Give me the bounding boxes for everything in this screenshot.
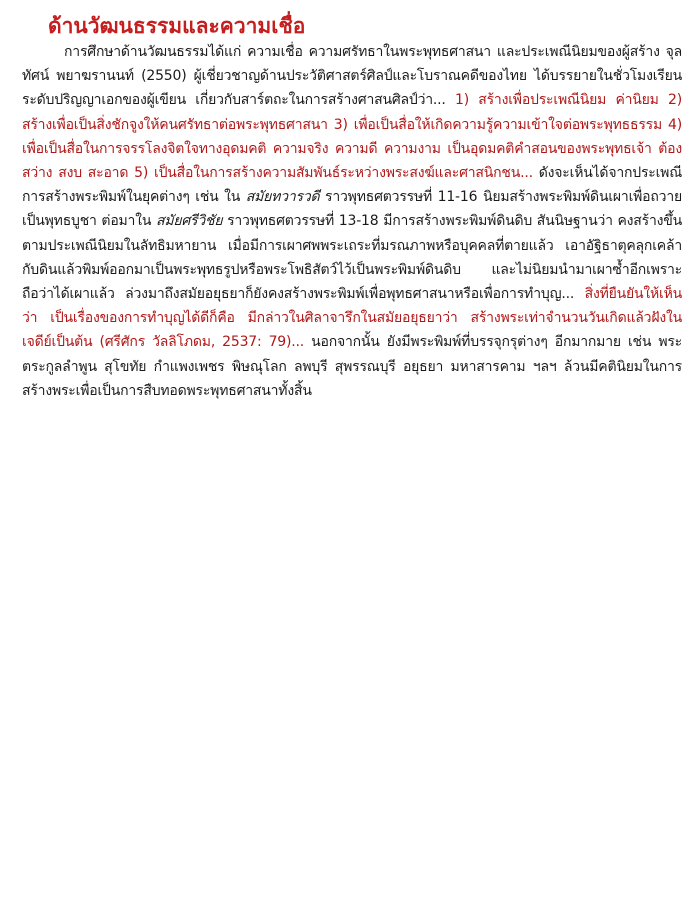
italic-text-run: สมัยศรีวิชัย (155, 213, 223, 230)
section-heading: ด้านวัฒนธรรมและความเชื่อ (48, 14, 306, 38)
text-run: การศึกษาด้านวัฒนธรรมได้แก่ ความเชื่อ ความศรัทธาในพระพุทธศาสนา และประเพณีนิยมของผู้สร้าง จุลทัศน์ พยาฆรานนท์ (2550) ผู้เชี่ยวชาญด้านประวัติศาสตร์ศิลป์และโบราณคดีของไทย ได้บรรยายในชั่วโมงเรียนระดับปริญญาเอกของผู้เขียน เกี่ยวกับสาร์ตถะในการสร้างศาสนศิลป์ว่า... (22, 44, 682, 109)
document-page (22, 12, 682, 403)
highlighted-text-run: สิ่งที่ยืนยันให้เห็นว่า เป็นเรื่องของการทำบุญได้ดีก็คือ มีกล่าวในศิลาจารึกในสมัยอยุธยาว่า สร้างพระเท่าจำนวนวันเกิดแล้วฝังในเจดีย์เป็นต้น (ศรีศักร วัลลิโภดม, 2537: 79)... (22, 286, 682, 351)
body-paragraph (22, 40, 682, 403)
text-run: ราวพุทธศตวรรษที่ 13-18 มีการสร้างพระพิมพ์ดินดิบ สันนิษฐานว่า คงสร้างขึ้นตามประเพณีนิยมในลัทธิมหายาน เมื่อมีการเผาศพพระเถระที่มรณภาพหรือบุคคลที่ตายแล้ว เอาอัฐิธาตุคลุกเคล้ากับดินแล้วพิมพ์ออกมาเป็นพระพุทธรูปหรือพระโพธิสัตว์ไว้เป็นพระพิมพ์ดินดิบ และไม่นิยมนำมาเผาซ้ำอีกเพราะถือว่าได้เผาแล้ว ล่วงมาถึงสมัยอยุธยาก็ยังคงสร้างพระพิมพ์เพื่อพุทธศาสนาหรือเพื่อการทำบุญ... (22, 213, 682, 303)
highlighted-text-run: 1) สร้างเพื่อประเพณีนิยม ค่านิยม 2) สร้างเพื่อเป็นสิ่งชักจูงให้คนศรัทธาต่อพระพุทธศาสนา 3) เพื่อเป็นสื่อให้เกิดความรู้ความเข้าใจต่อพระพุทธธรรม 4) เพื่อเป็นสื่อในการจรรโลงจิตใจทางอุดมคติ ความจริง ความดี ความงาม เป็นอุดมคติคำสอนของพระพุทธเจ้า ต้องสว่าง สงบ สะอาด 5) เป็นสื่อในการสร้างความสัมพันธ์ระหว่างพระสงฆ์และศาสนิกชน... (22, 92, 682, 182)
text-run: ราวพุทธศตวรรษที่ 11-16 นิยมสร้างพระพิมพ์ดินเผาเพื่อถวายเป็นพุทธบูชา ต่อมาใน (22, 189, 682, 230)
text-run: นอกจากนั้น ยังมีพระพิมพ์ที่บรรจุกรุต่างๆ อีกมากมาย เช่น พระตระกูลลำพูน สุโขทัย กำแพงเพชร พิษณุโลก ลพบุรี สุพรรณบุรี อยุธยา มหาสารคาม ฯลฯ ล้วนมีคตินิยมในการสร้างพระเพื่อเป็นการสืบทอดพระพุทธศาสนาทั้งสิ้น (22, 334, 682, 399)
italic-text-run: สมัยทวารวดี (245, 189, 320, 206)
text-run: ดังจะเห็นได้จากประเพณีการสร้างพระพิมพ์ในยุคต่างๆ เช่น ใน (22, 165, 682, 206)
